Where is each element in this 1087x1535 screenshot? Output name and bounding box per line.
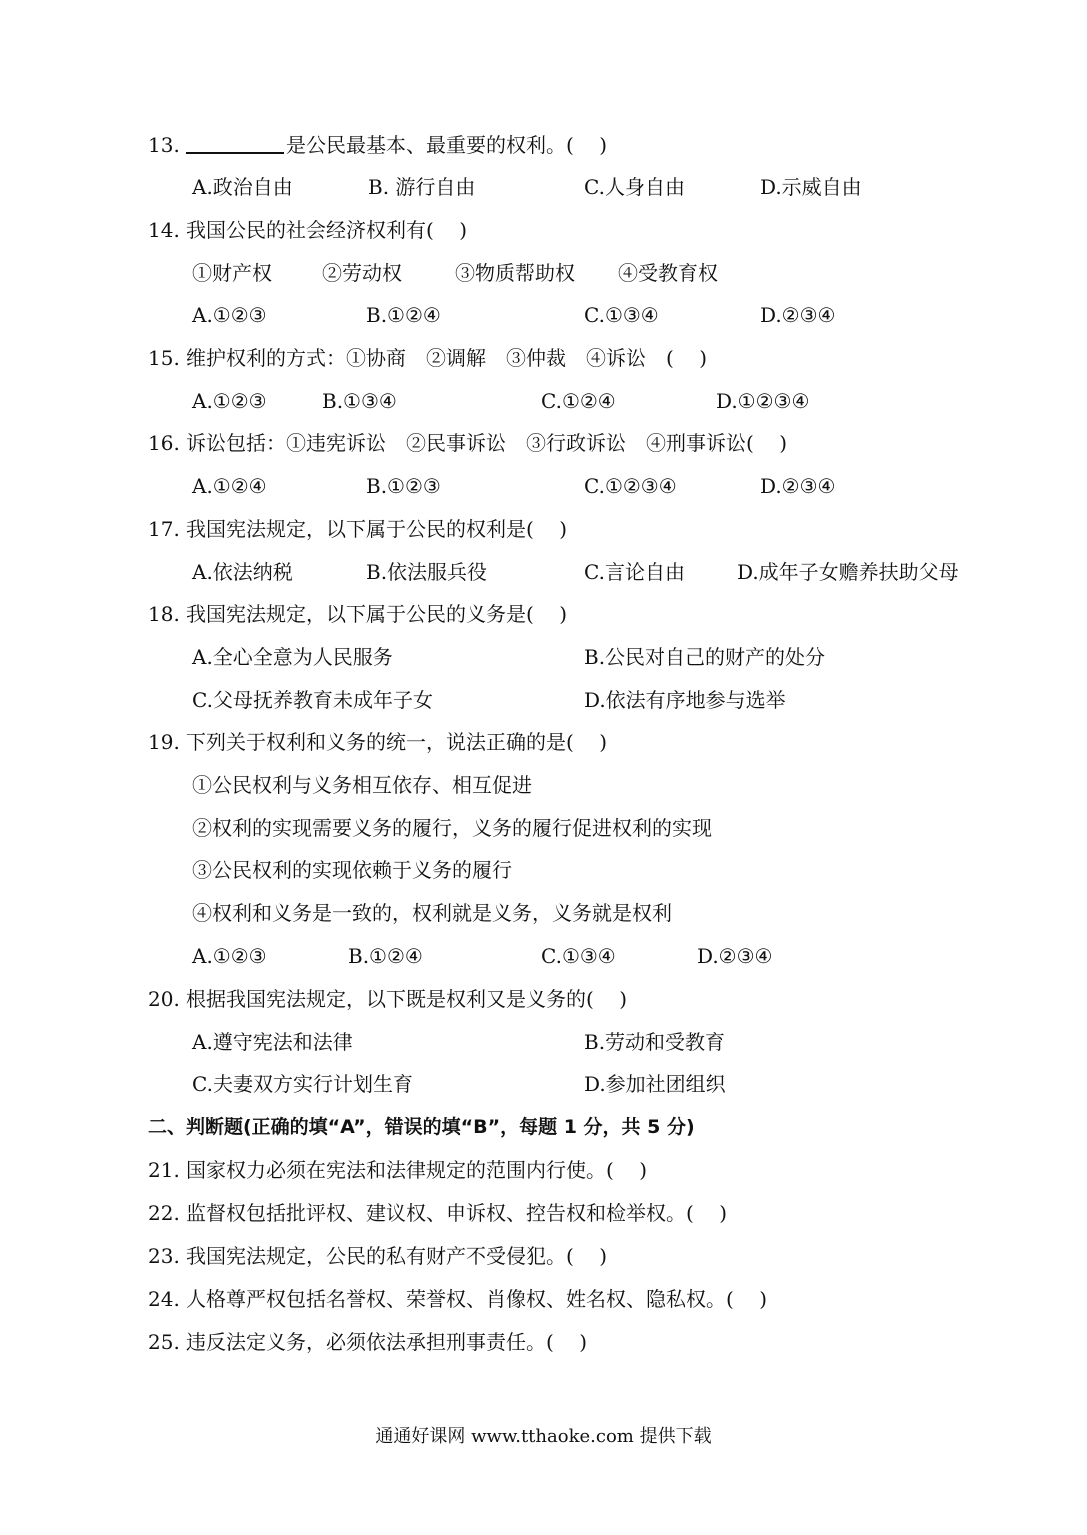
option-b: B.①②④ — [366, 303, 441, 327]
judgment-21 — [148, 1157, 647, 1183]
option-c: C.①②④ — [541, 389, 616, 413]
judgment-22 — [148, 1200, 727, 1226]
option-b: B.劳动和受教育 — [584, 1030, 726, 1054]
option-d: D.成年子女赡养扶助父母 — [737, 560, 959, 584]
option-c: C.①③④ — [584, 303, 659, 327]
question-stem: 根据我国宪法规定，以下既是权利又是义务的( ) — [186, 987, 628, 1011]
option-b: B.依法服兵役 — [366, 560, 488, 584]
question-number: 25. — [148, 1330, 180, 1354]
judgment-25 — [148, 1329, 587, 1355]
question-stem: 诉讼包括：①违宪诉讼 ②民事诉讼 ③行政诉讼 ④刑事诉讼( ) — [186, 431, 788, 455]
item-3: ③物质帮助权 — [455, 261, 575, 285]
option-c: C.人身自由 — [584, 175, 685, 199]
statement-2: ②权利的实现需要义务的履行，义务的履行促进权利的实现 — [192, 816, 712, 840]
question-13 — [148, 132, 607, 158]
question-stem: 下列关于权利和义务的统一，说法正确的是( ) — [186, 730, 608, 754]
option-c: C.①②③④ — [584, 474, 677, 498]
option-d: D.②③④ — [760, 303, 836, 327]
option-a: A.遵守宪法和法律 — [192, 1030, 353, 1054]
item-1: ①财产权 — [192, 261, 272, 285]
question-stem: 维护权利的方式：①协商 ②调解 ③仲裁 ④诉讼 ( ) — [186, 346, 708, 370]
item-2: ②劳动权 — [322, 261, 402, 285]
option-a: A.①②③ — [192, 303, 267, 327]
question-14 — [148, 217, 467, 243]
question-stem: 国家权力必须在宪法和法律规定的范围内行使。( ) — [186, 1158, 648, 1182]
section-heading: 二、判断题(正确的填“A”，错误的填“B”，每题 1 分，共 5 分) — [148, 1116, 695, 1138]
question-number: 21. — [148, 1158, 180, 1182]
question-number: 16. — [148, 431, 180, 455]
option-b: B. 游行自由 — [368, 175, 476, 199]
option-b: B.①②④ — [348, 944, 423, 968]
option-d: D.②③④ — [760, 474, 836, 498]
question-number: 23. — [148, 1244, 180, 1268]
question-stem: 我国宪法规定，以下属于公民的义务是( ) — [186, 602, 568, 626]
option-b: B.①③④ — [322, 389, 397, 413]
option-a: A.①②③ — [192, 389, 267, 413]
option-c: C.①③④ — [541, 944, 616, 968]
question-stem: 我国宪法规定，公民的私有财产不受侵犯。( ) — [186, 1244, 608, 1268]
question-stem: 违反法定义务，必须依法承担刑事责任。( ) — [186, 1330, 588, 1354]
option-a: A.①②③ — [192, 944, 267, 968]
option-c: C.父母抚养教育未成年子女 — [192, 688, 433, 712]
question-number: 18. — [148, 602, 180, 626]
option-d: D.②③④ — [697, 944, 773, 968]
judgment-24 — [148, 1286, 767, 1312]
question-19 — [148, 729, 607, 755]
option-a: A.政治自由 — [192, 175, 293, 199]
question-18 — [148, 601, 567, 627]
statement-3: ③公民权利的实现依赖于义务的履行 — [192, 858, 512, 882]
option-c: C.夫妻双方实行计划生育 — [192, 1072, 413, 1096]
question-number: 17. — [148, 517, 180, 541]
statement-4: ④权利和义务是一致的，权利就是义务，义务就是权利 — [192, 901, 672, 925]
question-number: 13. — [148, 133, 180, 157]
question-number: 24. — [148, 1287, 180, 1311]
judgment-23 — [148, 1243, 607, 1269]
statement-1: ①公民权利与义务相互依存、相互促进 — [192, 773, 532, 797]
question-number: 22. — [148, 1201, 180, 1225]
question-20 — [148, 986, 627, 1012]
fill-blank — [186, 132, 284, 154]
question-stem: 人格尊严权包括名誉权、荣誉权、肖像权、姓名权、隐私权。( ) — [186, 1287, 768, 1311]
option-a: A.依法纳税 — [192, 560, 293, 584]
option-a: A.全心全意为人民服务 — [192, 645, 393, 669]
question-stem: 监督权包括批评权、建议权、申诉权、控告权和检举权。( ) — [186, 1201, 728, 1225]
question-number: 19. — [148, 730, 180, 754]
option-c: C.言论自由 — [584, 560, 685, 584]
question-stem: 我国公民的社会经济权利有( ) — [186, 218, 468, 242]
footer-source: 通通好课网 www.tthaoke.com 提供下载 — [375, 1426, 712, 1447]
question-number: 20. — [148, 987, 180, 1011]
question-15 — [148, 345, 707, 371]
question-number: 14. — [148, 218, 180, 242]
option-d: D.参加社团组织 — [584, 1072, 726, 1096]
option-d: D.①②③④ — [716, 389, 810, 413]
question-17 — [148, 516, 567, 542]
question-number: 15. — [148, 346, 180, 370]
question-16 — [148, 430, 787, 456]
option-d: D.示威自由 — [760, 175, 862, 199]
option-d: D.依法有序地参与选举 — [584, 688, 786, 712]
option-b: B.①②③ — [366, 474, 441, 498]
question-stem: 是公民最基本、最重要的权利。( ) — [286, 133, 608, 157]
option-a: A.①②④ — [192, 474, 267, 498]
option-b: B.公民对自己的财产的处分 — [584, 645, 826, 669]
item-4: ④受教育权 — [618, 261, 718, 285]
question-stem: 我国宪法规定，以下属于公民的权利是( ) — [186, 517, 568, 541]
